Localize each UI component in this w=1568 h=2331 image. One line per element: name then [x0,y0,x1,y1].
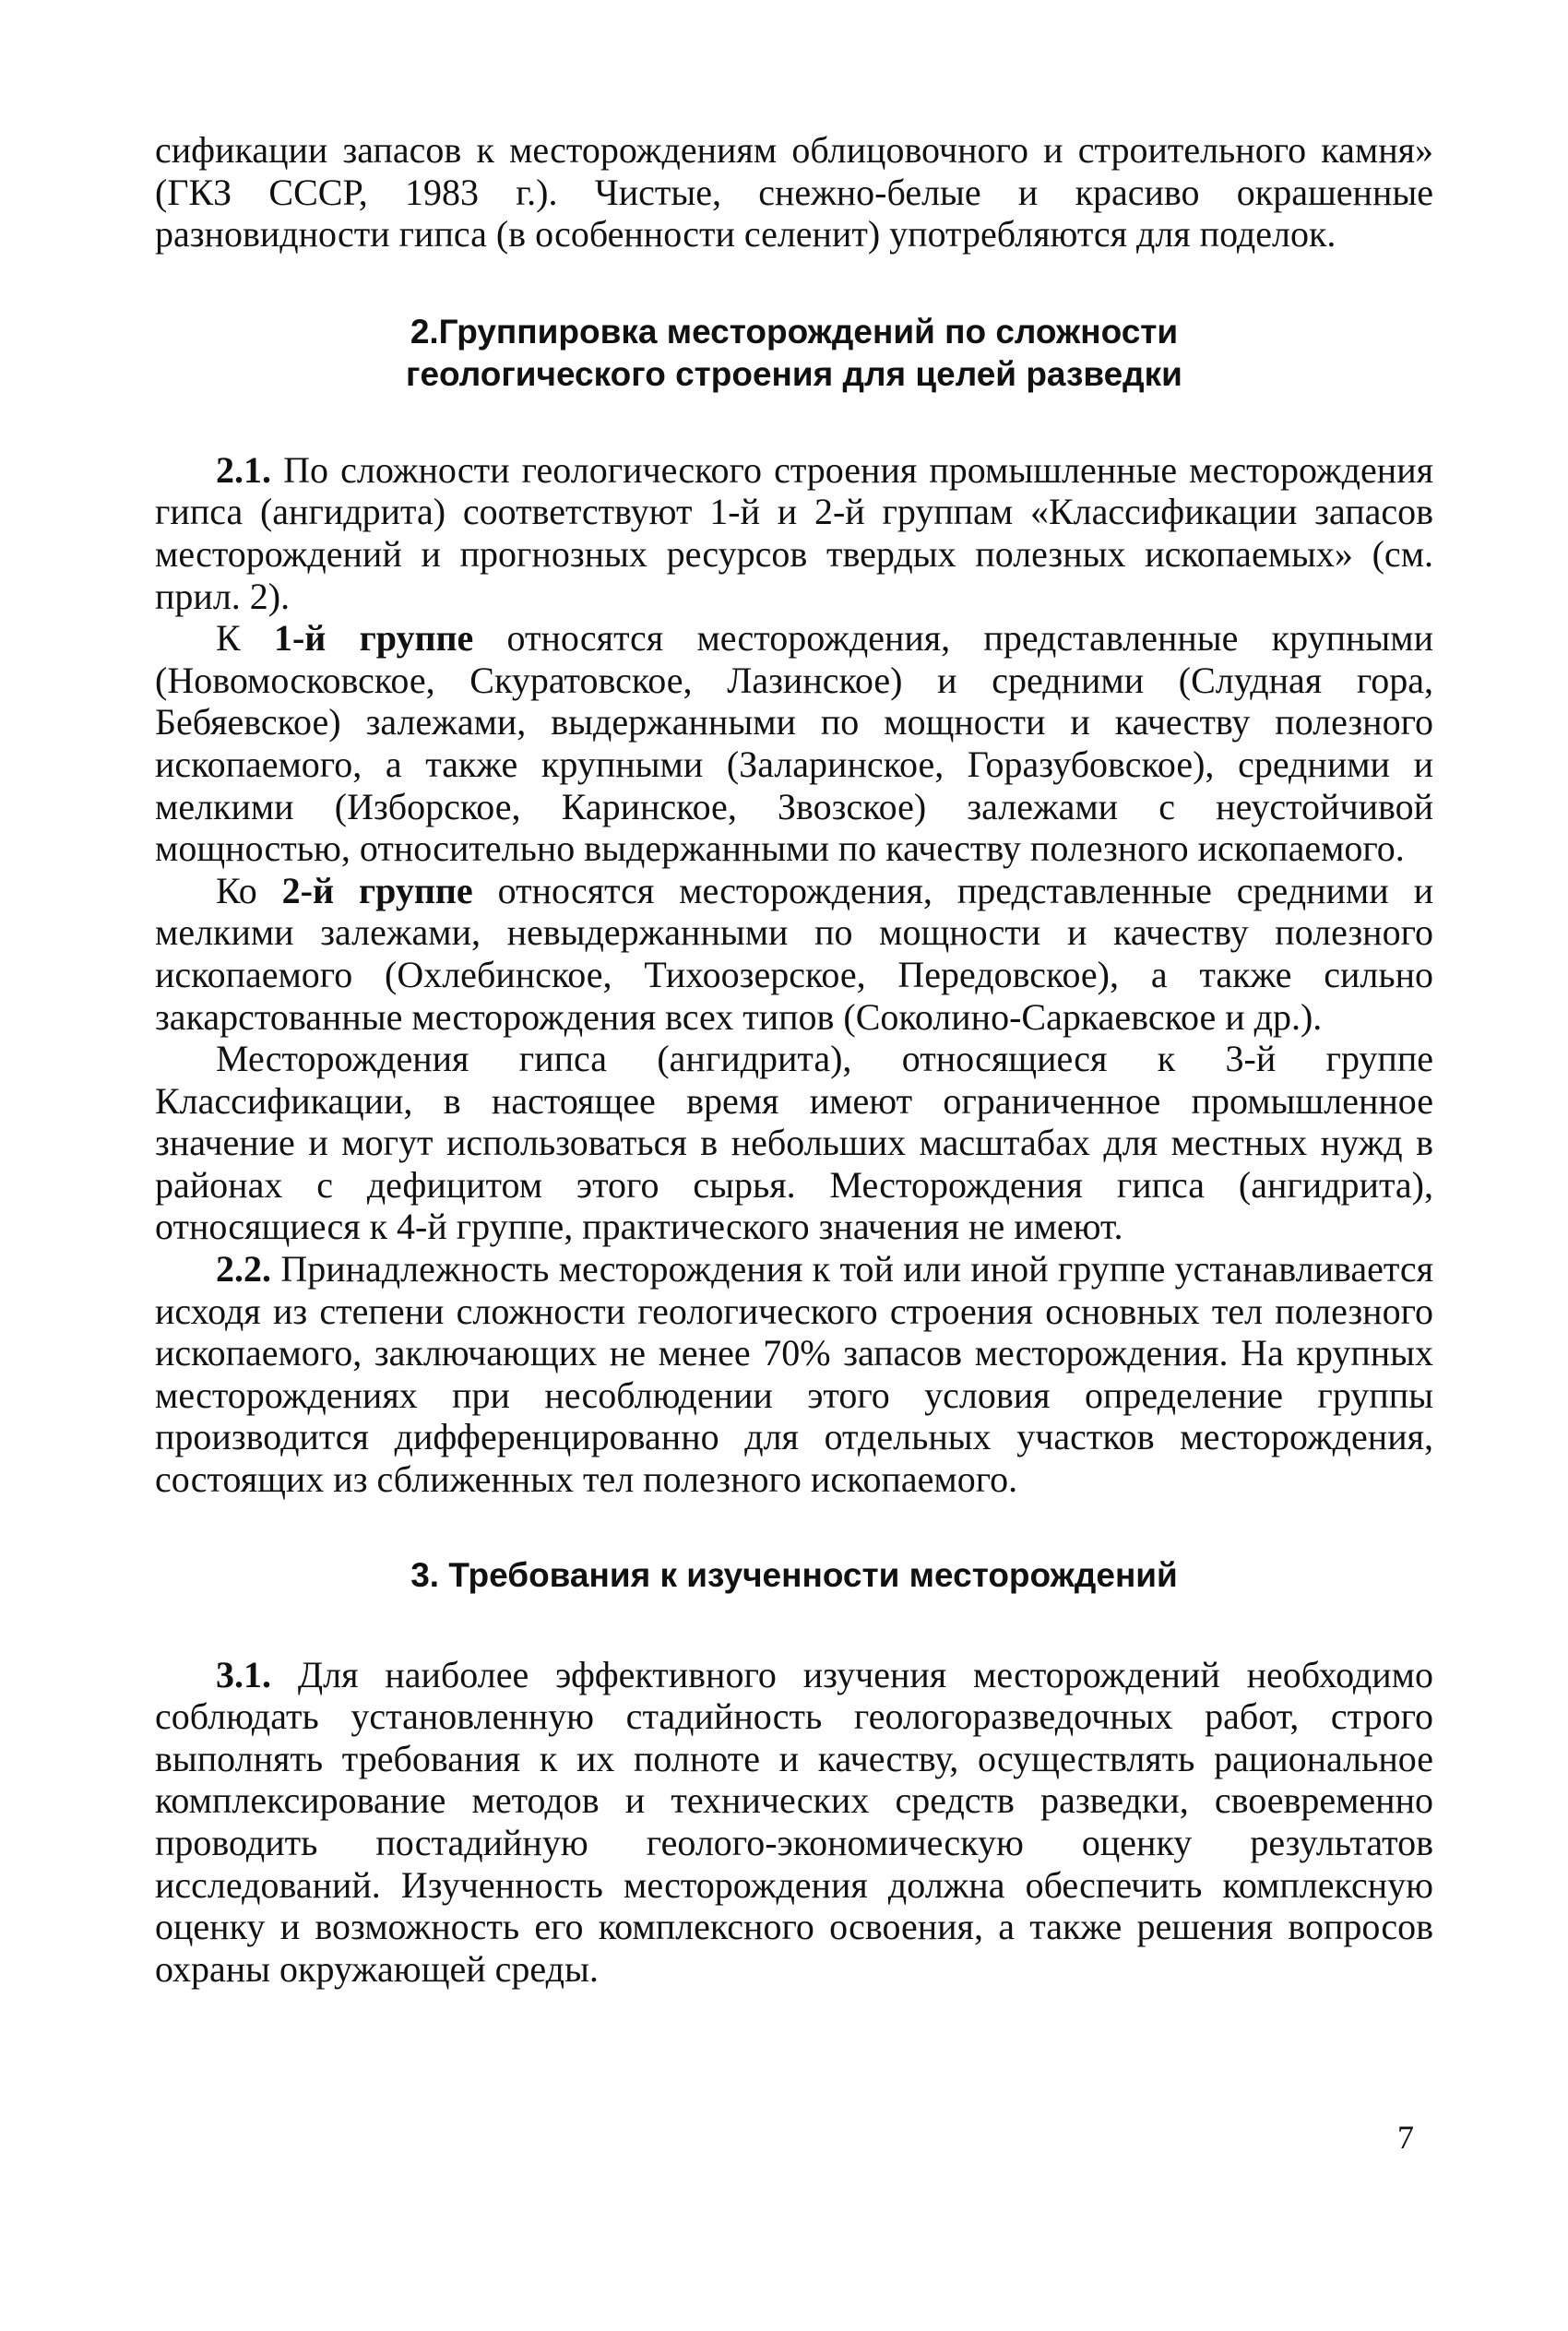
paragraph-2-2-text: Принадлежность месторождения к той или иной группе устанавливается исходя из степени сложности геологического строения основных тел полезного ископаемого, заключающих не менее 70% запасов месторождения. На крупных месторождениях при несоблюдении этого условия определение группы производится дифференцированно для отдельных участков месторождения, состоящих из сближенных тел полезного ископаемого. [155,1248,1433,1501]
document-page [155,129,1433,1990]
paragraph-group-1 [155,617,1433,870]
paragraph-groups-3-4: Месторождения гипса (ангидрита), относящиеся к 3-й группе Классификации, в настоящее время имеют ограниченное промышленное значение и могут использоваться в небольших масштабах для местных нужд в районах с дефицитом этого сырья. Месторождения гипса (ангидрита), относящиеся к 4-й группе, практического значения не имеют. [155,1038,1433,1248]
paragraph-2-2-number: 2.2. [216,1248,271,1290]
paragraph-group-2-prefix: Ко [216,869,282,911]
paragraph-group-1-prefix: К [216,617,274,660]
paragraph-3-1-number: 3.1. [216,1653,271,1695]
page-number: 7 [1397,2119,1414,2156]
paragraph-group-2-text: относятся месторождения, представленные средними и мелкими залежами, невыдержанными по мощности и качеству полезного ископаемого (Охлебинское, Тихоозерское, Передовское), а также сильно закарстованные месторождения всех типов (Соколино-Саркаевское и др.). [155,869,1433,1038]
paragraph-group-2 [155,870,1433,1038]
paragraph-3-1-text: Для наиболее эффективного изучения месторождений необходимо соблюдать установленную стадийность геологоразведочных работ, строго выполнять требования к их полноте и качеству, осуществлять рациональное комплексирование методов и технических средств разведки, своевременно проводить постадийную геолого-экономическую оценку результатов исследований. Изученность месторождения должна обеспечить комплексную оценку и возможность его комплексного освоения, а также решения вопросов охраны окружающей среды. [155,1653,1433,1990]
section-3-heading: 3. Требования к изученности месторождений [410,1555,1178,1594]
paragraph-2-2 [155,1248,1433,1501]
intro-paragraph: сификации запасов к месторождениям облицовочного и строительного камня» (ГКЗ СССР, 1983 г.). Чистые, снежно-белые и красиво окрашенные разновидности гипса (в особенности селенит) употребляются для поделок. [155,129,1433,256]
paragraph-group-2-term: 2-й группе [281,869,473,911]
paragraph-2-1-text: По сложности геологического строения промышленные месторождения гипса (ангидрита) соответствуют 1-й и 2-й группам «Классификации запасов месторождений и прогнозных ресурсов твердых полезных ископаемых» (см. прил. 2). [155,448,1433,617]
paragraph-2-1 [155,449,1433,617]
paragraph-group-1-text: относятся месторождения, представленные крупными (Новомосковское, Скуратовское, Лазинское) и средними (Слудная гора, Бебяевское) залежами, выдержанными по мощности и качеству полезного ископаемого, а также крупными (Заларинское, Горазубовское), средними и мелкими (Изборское, Каринское, Звозское) залежами с неустойчивой мощностью, относительно выдержанными по качеству полезного ископаемого. [155,617,1433,870]
paragraph-2-1-number: 2.1. [216,448,271,491]
section-2-heading [155,311,1433,396]
section-2-heading-line-2: геологического строения для целей разведки [406,354,1182,393]
paragraph-group-1-term: 1-й группе [273,617,474,660]
paragraph-3-1 [155,1654,1433,1991]
section-2-heading-line-1: 2.Группировка месторождений по сложности [410,312,1179,351]
